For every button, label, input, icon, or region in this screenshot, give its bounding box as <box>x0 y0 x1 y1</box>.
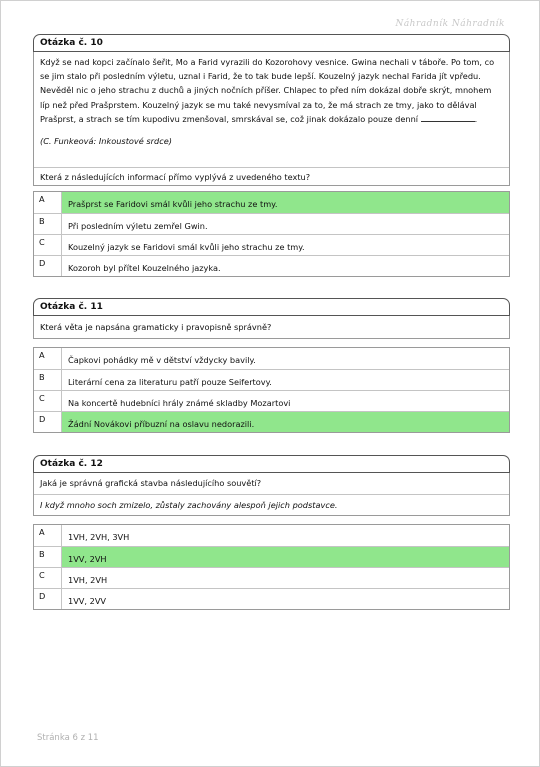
option-text: 1VV, 2VH <box>62 547 509 567</box>
option-text: 1VV, 2VV <box>68 596 107 606</box>
option-letter: D <box>34 412 62 432</box>
watermark: Náhradník Náhradník <box>395 19 505 29</box>
option-letter: D <box>34 256 62 276</box>
option-letter: C <box>34 235 62 255</box>
option-letter: B <box>34 547 62 567</box>
question-12-sentence: I když mnoho soch zmizelo, zůstaly zachovány alespoň jejich podstavce. <box>34 494 509 515</box>
option-letter: B <box>34 370 62 390</box>
option-a[interactable] <box>34 192 509 213</box>
option-b[interactable] <box>34 369 509 390</box>
option-d[interactable] <box>34 411 509 432</box>
question-10-passage-cell <box>34 52 509 167</box>
option-a[interactable] <box>34 525 509 546</box>
option-b[interactable] <box>34 546 509 567</box>
option-letter: C <box>34 568 62 588</box>
option-a[interactable] <box>34 348 509 369</box>
question-12-prompt: Jaká je správná grafická stavba následujícího souvětí? <box>40 478 262 488</box>
option-d[interactable] <box>34 588 509 609</box>
option-text: 1VH, 2VH <box>68 575 108 585</box>
option-text: Čapkovi pohádky mě v dětství vždycky bavily. <box>68 355 256 365</box>
passage-blank <box>421 113 475 122</box>
question-10-header <box>33 34 510 52</box>
option-text: Kouzelný jazyk se Faridovi smál kvůli jeho strachu ze tmy. <box>68 242 305 252</box>
question-10-passage: Když se nad kopci začínalo šeřit, Mo a Farid vyrazili do Kozorohovy vesnice. Gwina nechali v táboře. Po tom, co se jim stalo při posledním výletu, uznal i Farid, že to tak bude lepší. Kouzelný jazyk nechal Farida jít vpředu. Nevěděl nic o jeho strachu z duchů a jiných nočních příšer. Chlapec to před ním dokázal dobře skrýt, mnohem líp než před Prašprstem. Kouzelný jazyk se mu také nevysmíval za to, že má strach ze tmy, jako to dělával Prašprst, a strach se tím kupodivu zmenšoval, smrskával se, což jinak dokázalo pouze denní <box>40 57 495 124</box>
option-letter: C <box>34 391 62 411</box>
passage-end: . <box>474 113 478 124</box>
option-letter: A <box>34 348 62 369</box>
question-11-header <box>33 298 510 316</box>
question-10-body <box>33 52 510 186</box>
option-letter: D <box>34 589 62 609</box>
option-b[interactable] <box>34 213 509 234</box>
option-c[interactable] <box>34 234 509 255</box>
option-d[interactable] <box>34 255 509 276</box>
question-12-title: Otázka č. 12 <box>40 459 103 469</box>
option-letter: A <box>34 192 62 213</box>
option-text: Žádní Novákovi příbuzní na oslavu nedorazili. <box>62 412 509 432</box>
page-number: Stránka 6 z 11 <box>37 733 99 743</box>
option-c[interactable] <box>34 567 509 588</box>
option-text: Prašprst se Faridovi smál kvůli jeho strachu ze tmy. <box>62 192 509 213</box>
question-10-prompt: Která z následujících informací přímo vyplývá z uvedeného textu? <box>34 167 509 185</box>
question-12-header <box>33 455 510 473</box>
option-text: Při posledním výletu zemřel Gwin. <box>68 221 208 231</box>
question-11-title: Otázka č. 11 <box>40 302 103 312</box>
option-letter: A <box>34 525 62 546</box>
question-10-options <box>33 191 510 277</box>
question-12-body <box>33 473 510 516</box>
option-letter: B <box>34 214 62 234</box>
question-10-title: Otázka č. 10 <box>40 38 103 48</box>
option-text: Na koncertě hudebníci hrály známé skladby Mozartovi <box>68 398 291 408</box>
option-text: Literární cena za literaturu patří pouze Seifertovy. <box>68 377 272 387</box>
question-10-source: (C. Funkeová: Inkoustové srdce) <box>40 136 172 147</box>
option-text: Kozoroh byl přítel Kouzelného jazyka. <box>68 263 221 273</box>
question-11-prompt: Která věta je napsána gramaticky i pravopisně správně? <box>40 322 272 332</box>
question-11-options <box>33 347 510 433</box>
option-text: 1VH, 2VH, 3VH <box>68 532 130 542</box>
option-c[interactable] <box>34 390 509 411</box>
question-12-options <box>33 524 510 610</box>
question-11-body <box>33 316 510 339</box>
